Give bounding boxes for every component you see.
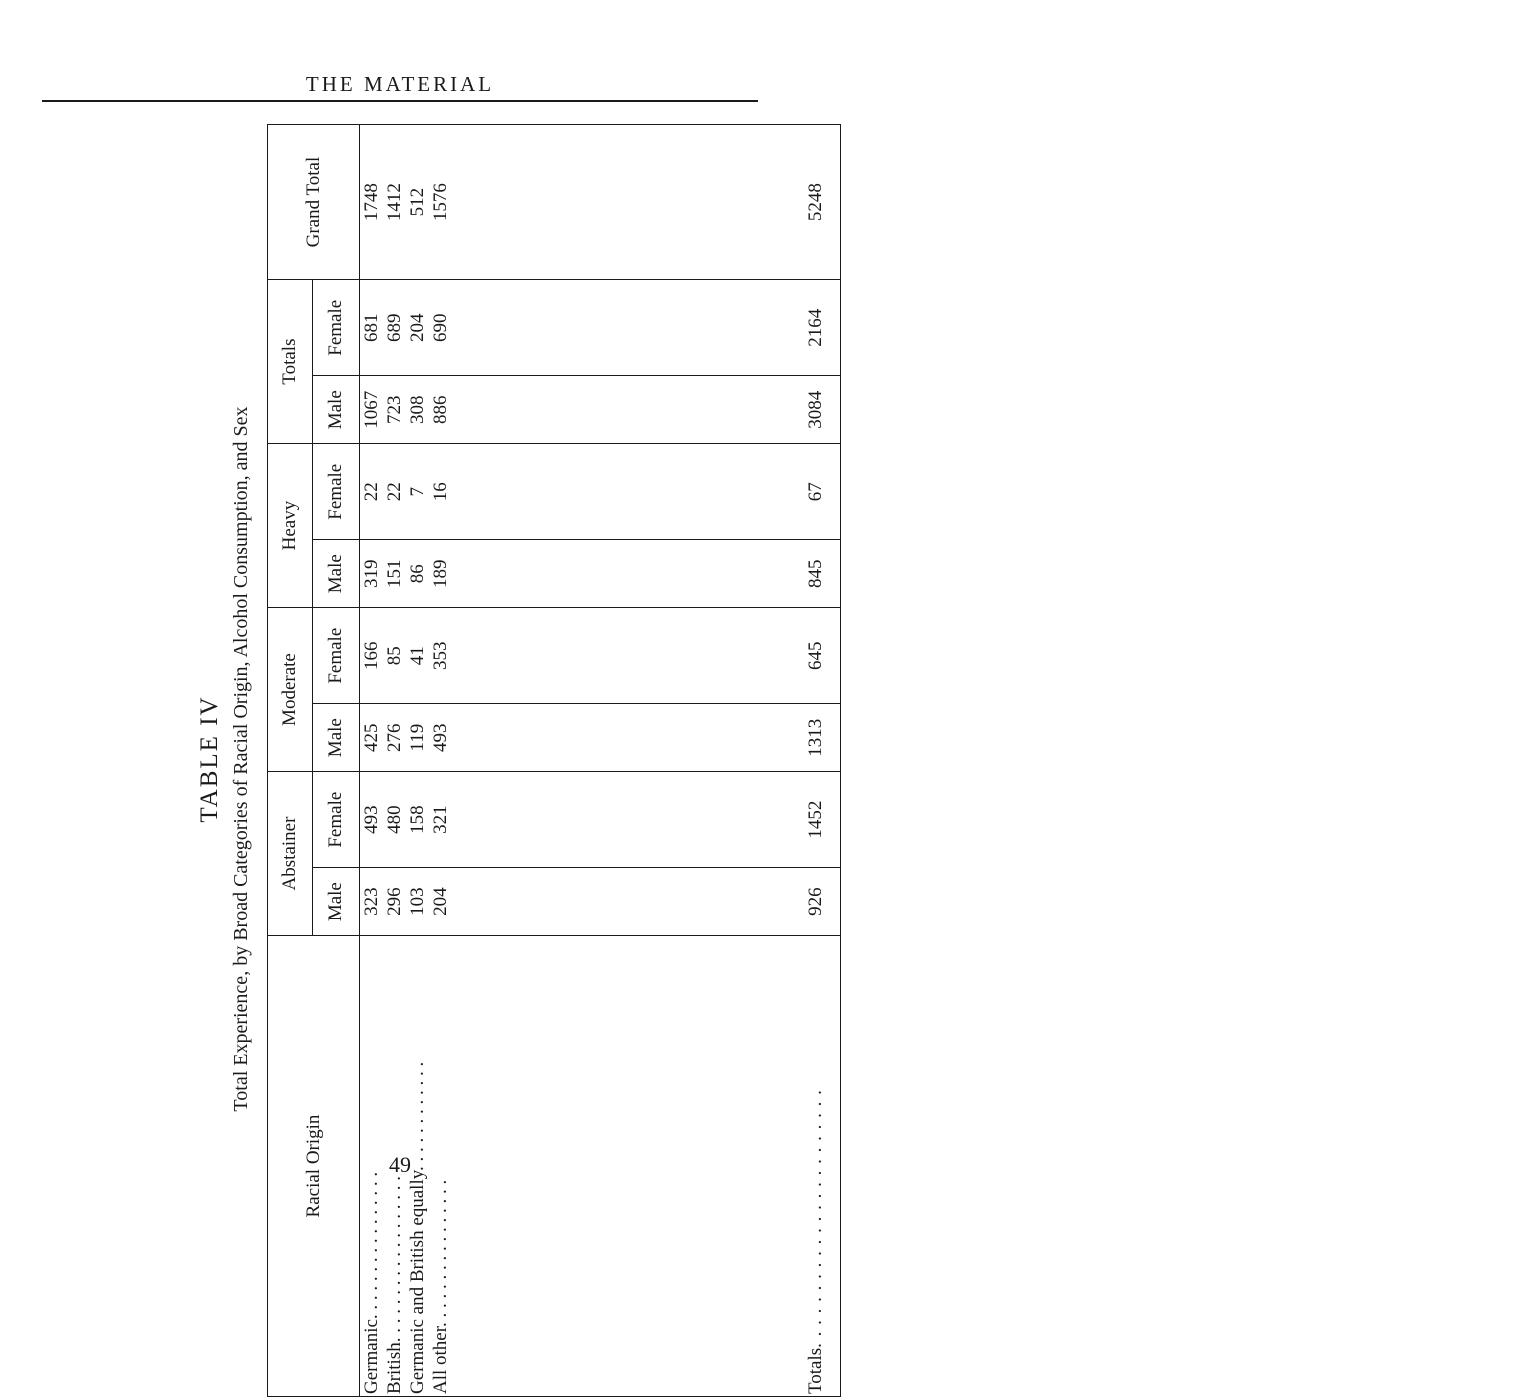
totals-male-header: Male — [313, 376, 360, 444]
table-cell: 119 — [407, 723, 428, 752]
origin-germanic: Germanic. . . . . . . . . . . . . . . . — [361, 1171, 382, 1394]
table-cell: 22 — [361, 482, 382, 502]
table-cell: 319 — [361, 559, 382, 588]
totals-label: Totals — [805, 1347, 827, 1394]
abstainer-female-values — [360, 772, 793, 868]
table-body-row — [360, 125, 793, 1397]
totals-female-header: Female — [313, 280, 360, 376]
origin-germanic-and-british: Germanic and British equally. . . . . . . . . . . . — [407, 1061, 428, 1394]
table-cell: 645 — [793, 608, 841, 704]
abstainer-header: Abstainer — [268, 772, 313, 936]
table-cell: 3084 — [793, 376, 841, 444]
abstainer-male-header: Male — [313, 868, 360, 936]
heavy-male-header: Male — [313, 540, 360, 608]
table-cell: 16 — [430, 482, 451, 502]
table-cell: 204 — [430, 887, 451, 916]
grand-total-header: Grand Total — [268, 125, 360, 280]
totals-leader: . . . . . . . . . . . . . . . . . . . . . . . — [805, 1089, 827, 1348]
table-cell: 296 — [384, 887, 405, 916]
table-cell: 493 — [361, 805, 382, 834]
table-cell: 276 — [384, 723, 405, 752]
table-cell: 493 — [430, 723, 451, 752]
table-cell: 1313 — [793, 704, 841, 772]
totals-female-values — [360, 280, 793, 376]
totals-header: Totals — [268, 280, 313, 444]
table-cell: 67 — [793, 444, 841, 540]
table-cell: 204 — [407, 313, 428, 343]
table-cell: 926 — [793, 868, 841, 936]
abstainer-female-header: Female — [313, 772, 360, 868]
heavy-female-values — [360, 444, 793, 540]
heavy-male-values — [360, 540, 793, 608]
table-cell: 103 — [407, 887, 428, 916]
table-cell: 22 — [384, 482, 405, 502]
table-cell: 151 — [384, 559, 405, 588]
table-cell: 321 — [430, 805, 451, 834]
table-cell: 7 — [407, 486, 428, 497]
origin-british: British. . . . . . . . . . . . . . . . . . — [384, 1176, 405, 1394]
table-caption-block — [196, 124, 256, 1394]
table-cell: 41 — [407, 646, 428, 666]
abstainer-male-values — [360, 868, 793, 936]
table-cell: 1576 — [430, 183, 451, 222]
table-cell: 85 — [384, 646, 405, 666]
table-cell: 425 — [361, 723, 382, 752]
heavy-header: Heavy — [268, 444, 313, 608]
table-cell: 689 — [384, 313, 405, 343]
table-cell: 845 — [793, 540, 841, 608]
table-cell: 5248 — [793, 125, 841, 280]
table-label: TABLE IV — [196, 695, 223, 823]
table-cell: 1452 — [793, 772, 841, 868]
table-cell: 886 — [430, 395, 451, 424]
table-cell: 480 — [384, 805, 405, 834]
heavy-female-header: Female — [313, 444, 360, 540]
table-cell: 189 — [430, 559, 451, 588]
grand-total-values — [360, 125, 793, 280]
header-rule — [42, 100, 758, 102]
table-cell: 681 — [361, 313, 382, 343]
table-cell: 86 — [407, 564, 428, 584]
moderate-female-values — [360, 608, 793, 704]
running-header: THE MATERIAL — [305, 72, 495, 96]
table-cell: 1412 — [384, 183, 405, 222]
table-cell: 1748 — [361, 183, 382, 222]
racial-origin-header: Racial Origin — [268, 936, 360, 1397]
totals-male-values — [360, 376, 793, 444]
data-table — [267, 124, 841, 1397]
table-cell: 353 — [430, 641, 451, 670]
table-cell: 723 — [384, 395, 405, 424]
data-table-wrapper — [267, 156, 1540, 1397]
moderate-male-values — [360, 704, 793, 772]
table-cell: 166 — [361, 641, 382, 670]
table-cell: 512 — [407, 187, 428, 217]
totals-row — [793, 125, 841, 1397]
table-cell: 1067 — [361, 390, 382, 429]
table-cell: 690 — [430, 313, 451, 343]
moderate-header: Moderate — [268, 608, 313, 772]
table-cell: 323 — [361, 887, 382, 916]
caption-text: Total Experience, by Broad Categories of Racial Origin, Alcohol Consumption, and Sex — [230, 406, 252, 1112]
table-cell: 2164 — [793, 280, 841, 376]
page-number: 49 — [389, 1152, 411, 1177]
origin-all-other: All other. . . . . . . . . . . . . . . . — [430, 1179, 451, 1394]
table-cell: 308 — [407, 395, 428, 424]
moderate-female-header: Female — [313, 608, 360, 704]
table-cell: 158 — [407, 805, 428, 834]
moderate-male-header: Male — [313, 704, 360, 772]
table-caption — [228, 124, 254, 1394]
